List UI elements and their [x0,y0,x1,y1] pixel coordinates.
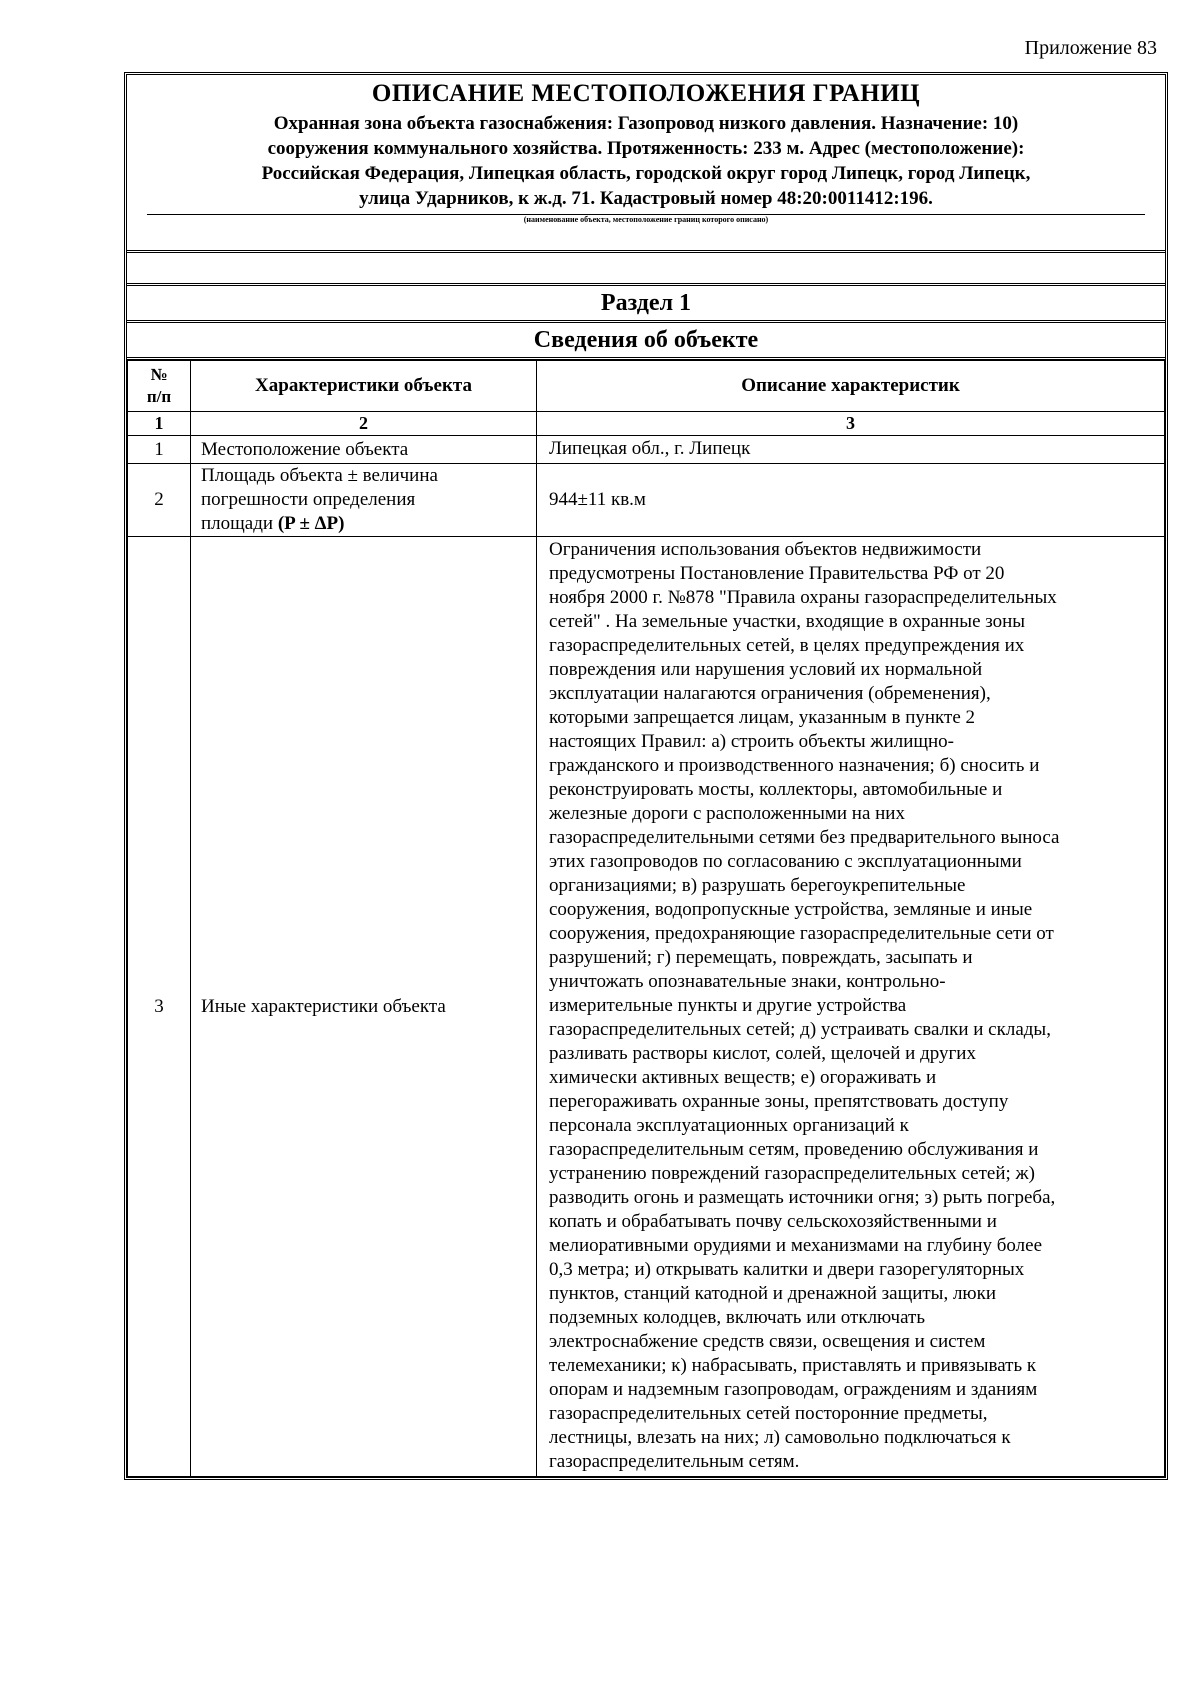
description-line: гражданского и производственного назначения; б) сносить и [549,755,1040,776]
description-line: подземных колодцев, включать или отключать [549,1307,925,1328]
description-line: газораспределительных сетей, в целях предупреждения их [549,635,1025,656]
row-characteristic: Иные характеристики объекта [191,537,537,1477]
object-description-line: Охранная зона объекта газоснабжения: Газопровод низкого давления. Назначение: 10) [273,113,1019,134]
description-line: которыми запрещается лицам, указанным в пункте 2 [549,707,976,728]
description-line: пунктов, станций катодной и дренажной защиты, люки [549,1283,997,1304]
document-header [127,75,1165,253]
description-line: опорам и надземным газопроводам, ограждениям и зданиям [549,1379,1038,1400]
description-line: разрушений; г) перемещать, повреждать, засыпать и [549,947,973,968]
description-line: газораспределительными сетями без предварительного выноса [549,827,1060,848]
description-line: устранению повреждений газораспределительных сетей; ж) [549,1163,1035,1184]
header-characteristics: Характеристики объекта [191,361,537,412]
description-line: ноября 2000 г. №878 "Правила охраны газораспределительных [549,587,1057,608]
document-frame [124,72,1168,1480]
table-header-row [128,361,1165,412]
description-line: железные дороги с расположенными на них [549,803,905,824]
characteristics-table [127,360,1165,1477]
object-description [147,111,1145,211]
appendix-label: Приложение 83 [1024,37,1157,59]
description-line: измерительные пункты и другие устройства [549,995,907,1016]
header-num-line: № [150,365,168,384]
description-line: повреждения или нарушения условий их нормальной [549,659,983,680]
row-characteristic [191,464,537,537]
row-num: 2 [128,464,191,537]
description-line: организациями; в) разрушать берегоукрепительные [549,875,966,896]
section-title: Раздел 1 [127,286,1165,323]
row-num: 3 [128,537,191,1477]
table-row [128,464,1165,537]
characteristic-text: площади [201,513,278,534]
description-line: телемеханики; к) набрасывать, приставлять и привязывать к [549,1355,1037,1376]
object-description-line: сооружения коммунального хозяйства. Протяженность: 233 м. Адрес (местоположение): [267,138,1025,159]
column-index: 1 [128,412,191,436]
characteristic-line [201,512,526,536]
description-line: реконструировать мосты, коллекторы, автомобильные и [549,779,1003,800]
column-index-row [128,412,1165,436]
characteristic-line: Площадь объекта ± величина [201,465,438,486]
object-description-line: улица Ударников, к ж.д. 71. Кадастровый номер 48:20:0011412:196. [359,188,933,209]
table-row [128,436,1165,464]
description-line: электроснабжение средств связи, освещения и систем [549,1331,986,1352]
column-index: 2 [191,412,537,436]
description-line: газораспределительным сетям, проведению обслуживания и [549,1139,1039,1160]
description-line: перегораживать охранные зоны, препятствовать доступу [549,1091,1009,1112]
description-line: Ограничения использования объектов недвижимости [549,539,982,560]
description-line: мелиоративными орудиями и механизмами на глубину более [549,1235,1043,1256]
description-line: разливать растворы кислот, солей, щелочей и других [549,1043,976,1064]
description-line: сооружения, водопропускные устройства, земляные и иные [549,899,1033,920]
description-line: газораспределительным сетям. [549,1451,800,1472]
description-line: разводить огонь и размещать источники огня; з) рыть погреба, [549,1187,1056,1208]
description-line: этих газопроводов по согласованию с эксплуатационными [549,851,1022,872]
column-index: 3 [537,412,1165,436]
description-line: уничтожать опознавательные знаки, контрольно- [549,971,946,992]
row-description [537,537,1165,1477]
spacer-row [127,253,1165,286]
header-num [128,361,191,412]
object-description-line: Российская Федерация, Липецкая область, городской округ город Липецк, город Липецк, [261,163,1031,184]
description-line: лестницы, влезать на них; л) самовольно подключаться к [549,1427,1011,1448]
header-num-line: п/п [146,387,172,406]
header-description: Описание характеристик [537,361,1165,412]
description-line: персонала эксплуатационных организаций к [549,1115,909,1136]
header-caption: (наименование объекта, местоположение границ которого описано) [523,215,769,224]
table-row [128,537,1165,1477]
row-num: 1 [128,436,191,464]
description-line: сооружения, предохраняющие газораспределительные сети от [549,923,1054,944]
description-line: 0,3 метра; и) открывать калитки и двери газорегуляторных [549,1259,1025,1280]
description-line: химически активных веществ; е) огораживать и [549,1067,937,1088]
row-description: 944±11 кв.м [537,464,1165,537]
row-characteristic: Местоположение объекта [191,436,537,464]
description-line: настоящих Правил: а) строить объекты жилищно- [549,731,955,752]
description-line: газораспределительных сетей; д) устраивать свалки и склады, [549,1019,1051,1040]
description-line: газораспределительных сетей посторонние предметы, [549,1403,988,1424]
description-line: копать и обрабатывать почву сельскохозяйственными и [549,1211,997,1232]
description-line: сетей" . На земельные участки, входящие в охранные зоны [549,611,1026,632]
document-title: ОПИСАНИЕ МЕСТОПОЛОЖЕНИЯ ГРАНИЦ [371,80,921,107]
description-line: эксплуатации налагаются ограничения (обременения), [549,683,991,704]
row-description: Липецкая обл., г. Липецк [537,436,1165,464]
characteristic-line: погрешности определения [201,489,416,510]
section-subtitle: Сведения об объекте [127,323,1165,360]
area-formula: (P ± ΔP) [277,513,345,534]
description-line: предусмотрены Постановление Правительства РФ от 20 [549,563,1005,584]
